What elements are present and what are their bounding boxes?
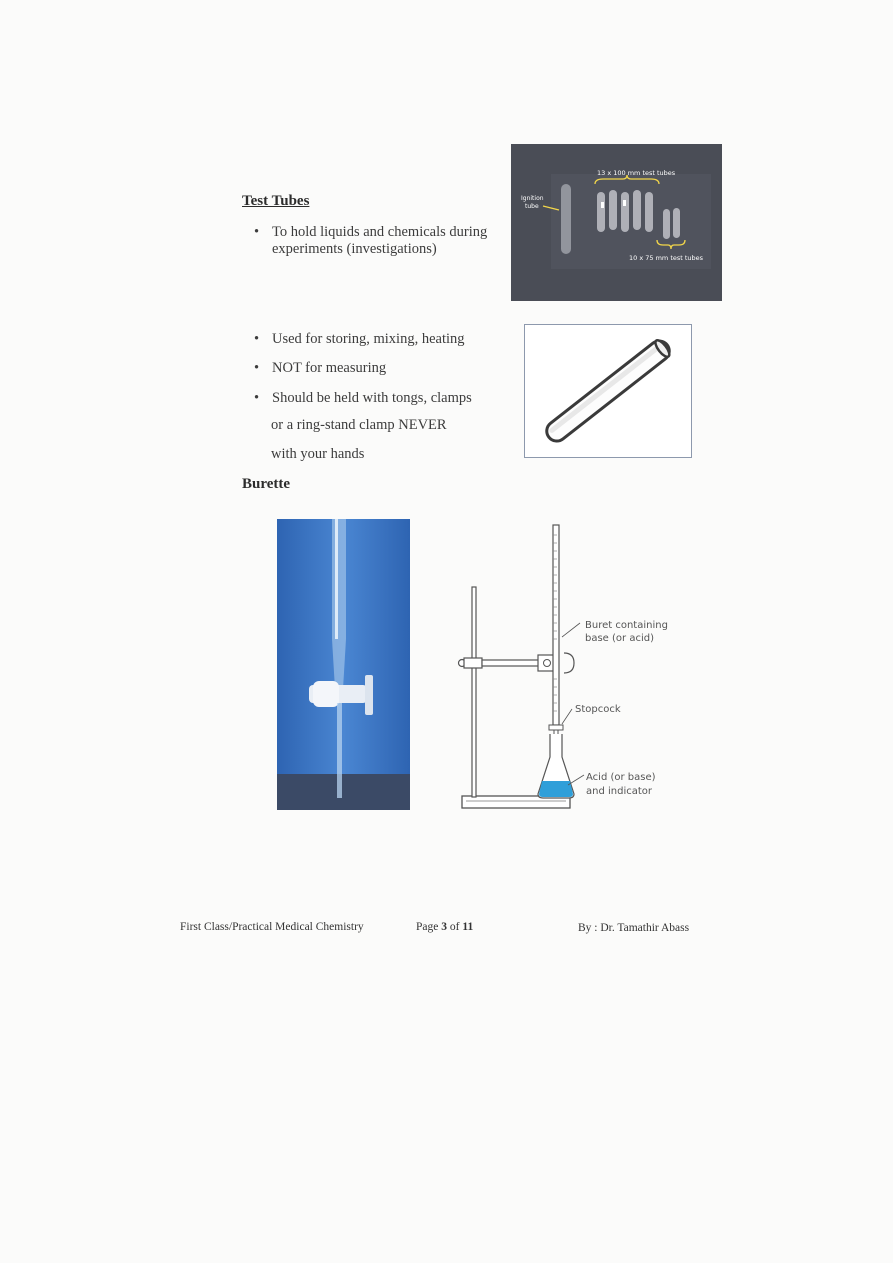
label-10x75: 10 x 75 mm test tubes [629, 254, 704, 262]
label-ignition-2: tube [525, 203, 539, 210]
purpose-bullet-continued: experiments (investigations) [272, 241, 437, 257]
label-flask-2: and indicator [586, 786, 653, 797]
titration-diagram [450, 519, 670, 814]
bullet-continued-2: with your hands [271, 446, 365, 462]
bullet-continued-1: or a ring-stand clamp NEVER [271, 417, 447, 433]
footer-author: By : Dr. Tamathir Abass [578, 922, 690, 934]
test-tube-icon [525, 325, 691, 457]
test-tubes-photo-illustration [511, 144, 722, 301]
burette-heading: Burette [242, 476, 291, 492]
label-ignition-1: Ignition [521, 195, 544, 202]
burette-photo [277, 519, 410, 810]
footer-course: First Class/Practical Medical Chemistry [180, 921, 364, 933]
label-buret-1: Buret containing [585, 620, 668, 631]
test-tube-drawing [524, 324, 692, 458]
label-stopcock: Stopcock [575, 704, 621, 715]
label-13x100: 13 x 100 mm test tubes [597, 169, 676, 177]
label-buret-2: base (or acid) [585, 633, 654, 644]
test-tubes-heading: Test Tubes [242, 193, 310, 209]
titration-setup-illustration [450, 519, 670, 814]
footer-page-number: Page 3 of 11 [416, 921, 474, 933]
bullet-dot: • [254, 224, 260, 240]
test-tubes-photo [511, 144, 722, 301]
label-flask-1: Acid (or base) [586, 772, 656, 783]
burette-photo-illustration [277, 519, 410, 810]
